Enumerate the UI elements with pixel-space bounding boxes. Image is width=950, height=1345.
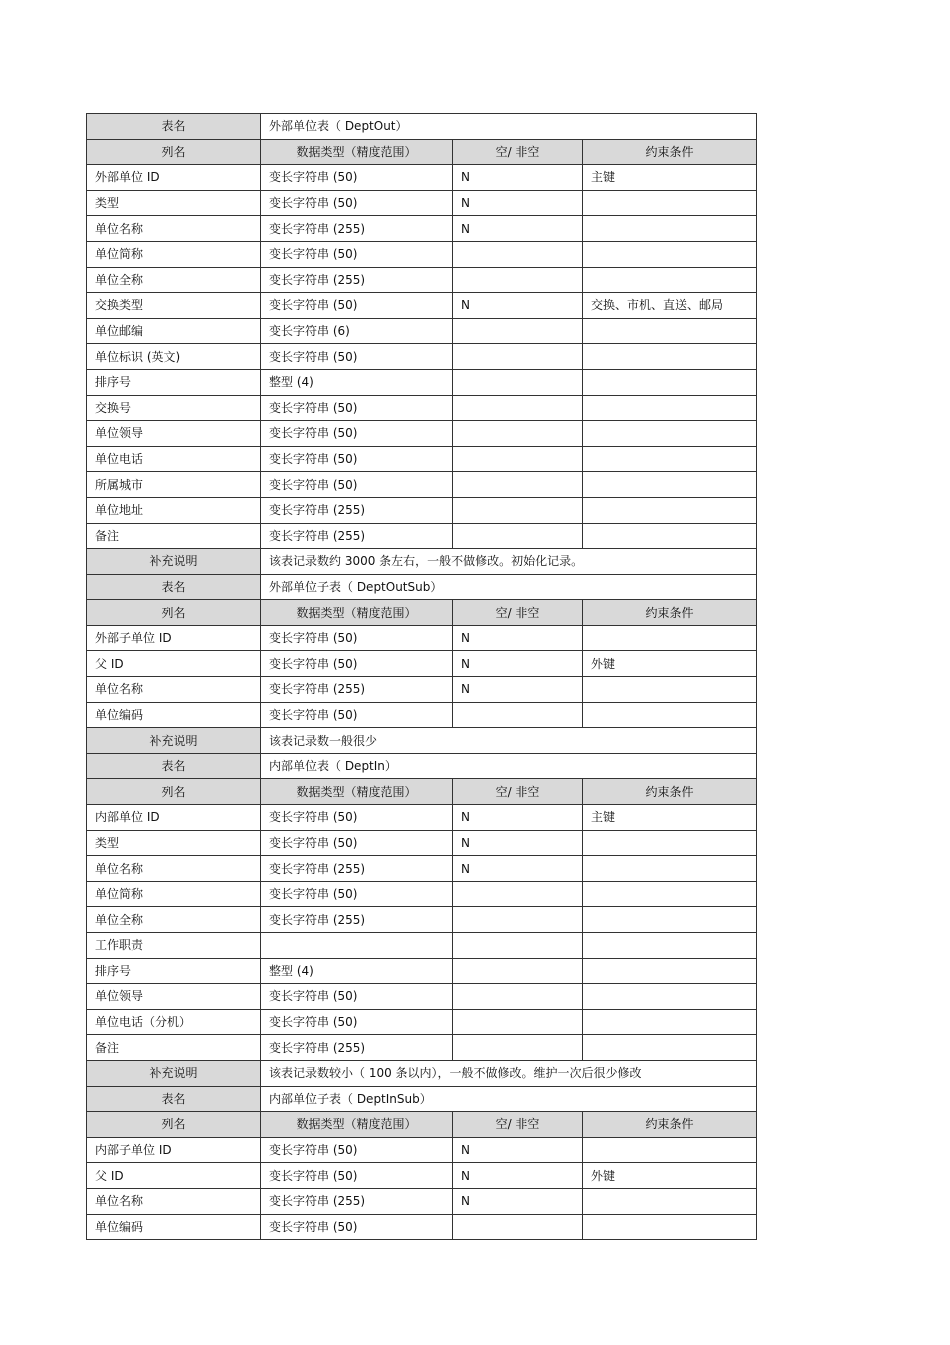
column-name-cell: 父 ID <box>87 1163 261 1189</box>
nullable-cell <box>453 984 583 1010</box>
constraint-cell <box>583 344 757 370</box>
data-type-cell: 变长字符串 (50) <box>261 293 453 319</box>
nullable-header: 空/ 非空 <box>453 600 583 626</box>
column-name-cell: 单位电话 <box>87 446 261 472</box>
data-type-cell: 变长字符串 (255) <box>261 907 453 933</box>
column-name-cell: 单位领导 <box>87 984 261 1010</box>
data-type-cell: 整型 (4) <box>261 369 453 395</box>
note-row <box>87 549 757 575</box>
table-row <box>87 1214 757 1240</box>
constraint-cell <box>583 241 757 267</box>
nullable-cell: N <box>453 165 583 191</box>
nullable-cell: N <box>453 651 583 677</box>
document-page <box>86 113 756 1240</box>
constraint-cell <box>583 267 757 293</box>
nullable-cell: N <box>453 1188 583 1214</box>
table-name-row <box>87 1086 757 1112</box>
nullable-cell: N <box>453 216 583 242</box>
table-row <box>87 677 757 703</box>
constraint-cell <box>583 1137 757 1163</box>
column-name-cell: 内部单位 ID <box>87 805 261 831</box>
data-type-cell: 变长字符串 (255) <box>261 523 453 549</box>
column-name-cell: 排序号 <box>87 958 261 984</box>
constraint-cell <box>583 958 757 984</box>
data-type-header: 数据类型（精度范围） <box>261 139 453 165</box>
nullable-cell <box>453 702 583 728</box>
constraint-cell <box>583 216 757 242</box>
column-name-cell: 单位名称 <box>87 1188 261 1214</box>
data-type-cell: 变长字符串 (50) <box>261 881 453 907</box>
data-type-cell: 变长字符串 (50) <box>261 421 453 447</box>
constraint-cell <box>583 497 757 523</box>
column-name-cell: 单位电话（分机） <box>87 1009 261 1035</box>
nullable-cell <box>453 1009 583 1035</box>
constraint-cell <box>583 830 757 856</box>
table-row <box>87 856 757 882</box>
data-type-cell: 变长字符串 (50) <box>261 344 453 370</box>
data-type-cell: 变长字符串 (50) <box>261 472 453 498</box>
nullable-header: 空/ 非空 <box>453 779 583 805</box>
data-type-cell: 变长字符串 (50) <box>261 651 453 677</box>
constraint-cell <box>583 677 757 703</box>
table-name-row <box>87 574 757 600</box>
column-name-cell: 外部子单位 ID <box>87 625 261 651</box>
nullable-cell: N <box>453 1163 583 1189</box>
constraint-cell: 主键 <box>583 805 757 831</box>
column-name-cell: 单位名称 <box>87 677 261 703</box>
table-name-label: 表名 <box>87 753 261 779</box>
column-name-cell: 类型 <box>87 830 261 856</box>
data-type-cell: 变长字符串 (50) <box>261 625 453 651</box>
data-type-cell: 变长字符串 (255) <box>261 1188 453 1214</box>
column-name-cell: 所属城市 <box>87 472 261 498</box>
table-row <box>87 830 757 856</box>
data-type-cell: 变长字符串 (255) <box>261 856 453 882</box>
table-row <box>87 1009 757 1035</box>
table-row <box>87 344 757 370</box>
nullable-cell <box>453 267 583 293</box>
column-header-row <box>87 600 757 626</box>
table-row <box>87 907 757 933</box>
nullable-cell: N <box>453 856 583 882</box>
data-type-cell: 变长字符串 (50) <box>261 984 453 1010</box>
column-name-cell: 单位编码 <box>87 1214 261 1240</box>
table-row <box>87 805 757 831</box>
nullable-cell: N <box>453 190 583 216</box>
constraint-header: 约束条件 <box>583 139 757 165</box>
table-row <box>87 241 757 267</box>
table-row <box>87 267 757 293</box>
schema-table-body <box>87 114 757 1240</box>
nullable-cell <box>453 1035 583 1061</box>
data-type-cell: 变长字符串 (50) <box>261 446 453 472</box>
data-type-cell: 变长字符串 (255) <box>261 267 453 293</box>
table-name: 内部单位子表（ DeptInSub） <box>261 1086 757 1112</box>
column-header-row <box>87 1112 757 1138</box>
note-label: 补充说明 <box>87 549 261 575</box>
constraint-cell <box>583 702 757 728</box>
constraint-cell <box>583 472 757 498</box>
data-type-cell: 变长字符串 (50) <box>261 1009 453 1035</box>
column-name-cell: 单位名称 <box>87 856 261 882</box>
nullable-cell <box>453 881 583 907</box>
constraint-header: 约束条件 <box>583 600 757 626</box>
constraint-cell <box>583 318 757 344</box>
nullable-cell <box>453 241 583 267</box>
column-name-cell: 单位简称 <box>87 881 261 907</box>
column-name-cell: 单位简称 <box>87 241 261 267</box>
note-row <box>87 1060 757 1086</box>
constraint-cell <box>583 984 757 1010</box>
constraint-cell <box>583 369 757 395</box>
table-row <box>87 651 757 677</box>
column-name-cell: 单位全称 <box>87 907 261 933</box>
constraint-header: 约束条件 <box>583 779 757 805</box>
constraint-cell <box>583 395 757 421</box>
nullable-cell <box>453 369 583 395</box>
column-name-cell: 外部单位 ID <box>87 165 261 191</box>
nullable-cell <box>453 523 583 549</box>
nullable-cell <box>453 318 583 344</box>
constraint-cell <box>583 1035 757 1061</box>
table-name-row <box>87 114 757 140</box>
constraint-cell <box>583 907 757 933</box>
column-header-row <box>87 139 757 165</box>
data-type-cell: 变长字符串 (255) <box>261 216 453 242</box>
constraint-cell <box>583 1009 757 1035</box>
column-name-cell: 单位地址 <box>87 497 261 523</box>
data-type-cell: 变长字符串 (255) <box>261 1035 453 1061</box>
nullable-cell <box>453 395 583 421</box>
note-label: 补充说明 <box>87 728 261 754</box>
nullable-header: 空/ 非空 <box>453 1112 583 1138</box>
constraint-cell: 主键 <box>583 165 757 191</box>
column-name-cell: 单位标识 (英文) <box>87 344 261 370</box>
data-type-cell: 变长字符串 (50) <box>261 241 453 267</box>
table-row <box>87 702 757 728</box>
nullable-cell <box>453 344 583 370</box>
nullable-cell: N <box>453 805 583 831</box>
table-row <box>87 216 757 242</box>
data-type-cell: 变长字符串 (50) <box>261 395 453 421</box>
column-name-cell: 单位领导 <box>87 421 261 447</box>
nullable-header: 空/ 非空 <box>453 139 583 165</box>
note-row <box>87 728 757 754</box>
column-name-cell: 单位编码 <box>87 702 261 728</box>
column-name-cell: 备注 <box>87 523 261 549</box>
table-name-label: 表名 <box>87 1086 261 1112</box>
table-row <box>87 318 757 344</box>
nullable-cell <box>453 907 583 933</box>
data-type-cell: 变长字符串 (255) <box>261 497 453 523</box>
table-row <box>87 1137 757 1163</box>
data-type-cell: 变长字符串 (50) <box>261 805 453 831</box>
column-name-cell: 单位全称 <box>87 267 261 293</box>
data-type-cell: 变长字符串 (50) <box>261 702 453 728</box>
constraint-cell <box>583 446 757 472</box>
table-row <box>87 293 757 319</box>
nullable-cell <box>453 497 583 523</box>
data-type-cell: 变长字符串 (50) <box>261 190 453 216</box>
column-name-cell: 交换类型 <box>87 293 261 319</box>
table-name-row <box>87 753 757 779</box>
constraint-cell <box>583 933 757 959</box>
nullable-cell: N <box>453 677 583 703</box>
constraint-cell <box>583 625 757 651</box>
table-row <box>87 421 757 447</box>
nullable-cell <box>453 421 583 447</box>
constraint-cell: 交换、市机、直送、邮局 <box>583 293 757 319</box>
data-type-cell: 变长字符串 (50) <box>261 1214 453 1240</box>
data-type-cell: 变长字符串 (50) <box>261 165 453 191</box>
column-name-header: 列名 <box>87 1112 261 1138</box>
nullable-cell: N <box>453 830 583 856</box>
table-name: 外部单位表（ DeptOut） <box>261 114 757 140</box>
table-row <box>87 369 757 395</box>
constraint-cell <box>583 523 757 549</box>
table-row <box>87 190 757 216</box>
nullable-cell <box>453 446 583 472</box>
constraint-cell <box>583 856 757 882</box>
table-row <box>87 523 757 549</box>
note-label: 补充说明 <box>87 1060 261 1086</box>
column-name-cell: 内部子单位 ID <box>87 1137 261 1163</box>
data-type-cell: 变长字符串 (50) <box>261 1163 453 1189</box>
data-type-cell: 变长字符串 (6) <box>261 318 453 344</box>
column-header-row <box>87 779 757 805</box>
column-name-header: 列名 <box>87 139 261 165</box>
nullable-cell <box>453 1214 583 1240</box>
table-row <box>87 984 757 1010</box>
schema-table <box>86 113 757 1240</box>
constraint-cell <box>583 1188 757 1214</box>
nullable-cell: N <box>453 625 583 651</box>
nullable-cell <box>453 933 583 959</box>
data-type-cell <box>261 933 453 959</box>
table-row <box>87 1035 757 1061</box>
table-row <box>87 625 757 651</box>
constraint-cell <box>583 1214 757 1240</box>
column-name-cell: 单位邮编 <box>87 318 261 344</box>
column-name-cell: 类型 <box>87 190 261 216</box>
column-name-cell: 交换号 <box>87 395 261 421</box>
table-name-label: 表名 <box>87 574 261 600</box>
constraint-cell <box>583 881 757 907</box>
note-text: 该表记录数较小（ 100 条以内），一般不做修改。维护一次后很少修改 <box>261 1060 757 1086</box>
data-type-cell: 变长字符串 (50) <box>261 830 453 856</box>
data-type-cell: 整型 (4) <box>261 958 453 984</box>
data-type-header: 数据类型（精度范围） <box>261 600 453 626</box>
table-row <box>87 933 757 959</box>
table-row <box>87 1163 757 1189</box>
data-type-cell: 变长字符串 (255) <box>261 677 453 703</box>
column-name-cell: 工作职责 <box>87 933 261 959</box>
table-row <box>87 881 757 907</box>
nullable-cell: N <box>453 293 583 319</box>
constraint-header: 约束条件 <box>583 1112 757 1138</box>
table-row <box>87 165 757 191</box>
table-name-label: 表名 <box>87 114 261 140</box>
column-name-cell: 排序号 <box>87 369 261 395</box>
nullable-cell <box>453 472 583 498</box>
note-text: 该表记录数一般很少 <box>261 728 757 754</box>
table-row <box>87 958 757 984</box>
column-name-header: 列名 <box>87 779 261 805</box>
note-text: 该表记录数约 3000 条左右，一般不做修改。初始化记录。 <box>261 549 757 575</box>
table-row <box>87 472 757 498</box>
constraint-cell: 外键 <box>583 651 757 677</box>
nullable-cell: N <box>453 1137 583 1163</box>
table-name: 外部单位子表（ DeptOutSub） <box>261 574 757 600</box>
column-name-cell: 父 ID <box>87 651 261 677</box>
data-type-cell: 变长字符串 (50) <box>261 1137 453 1163</box>
table-row <box>87 446 757 472</box>
table-row <box>87 497 757 523</box>
nullable-cell <box>453 958 583 984</box>
table-row <box>87 1188 757 1214</box>
constraint-cell <box>583 190 757 216</box>
column-name-cell: 备注 <box>87 1035 261 1061</box>
constraint-cell: 外键 <box>583 1163 757 1189</box>
data-type-header: 数据类型（精度范围） <box>261 779 453 805</box>
data-type-header: 数据类型（精度范围） <box>261 1112 453 1138</box>
table-row <box>87 395 757 421</box>
constraint-cell <box>583 421 757 447</box>
column-name-cell: 单位名称 <box>87 216 261 242</box>
table-name: 内部单位表（ DeptIn） <box>261 753 757 779</box>
column-name-header: 列名 <box>87 600 261 626</box>
